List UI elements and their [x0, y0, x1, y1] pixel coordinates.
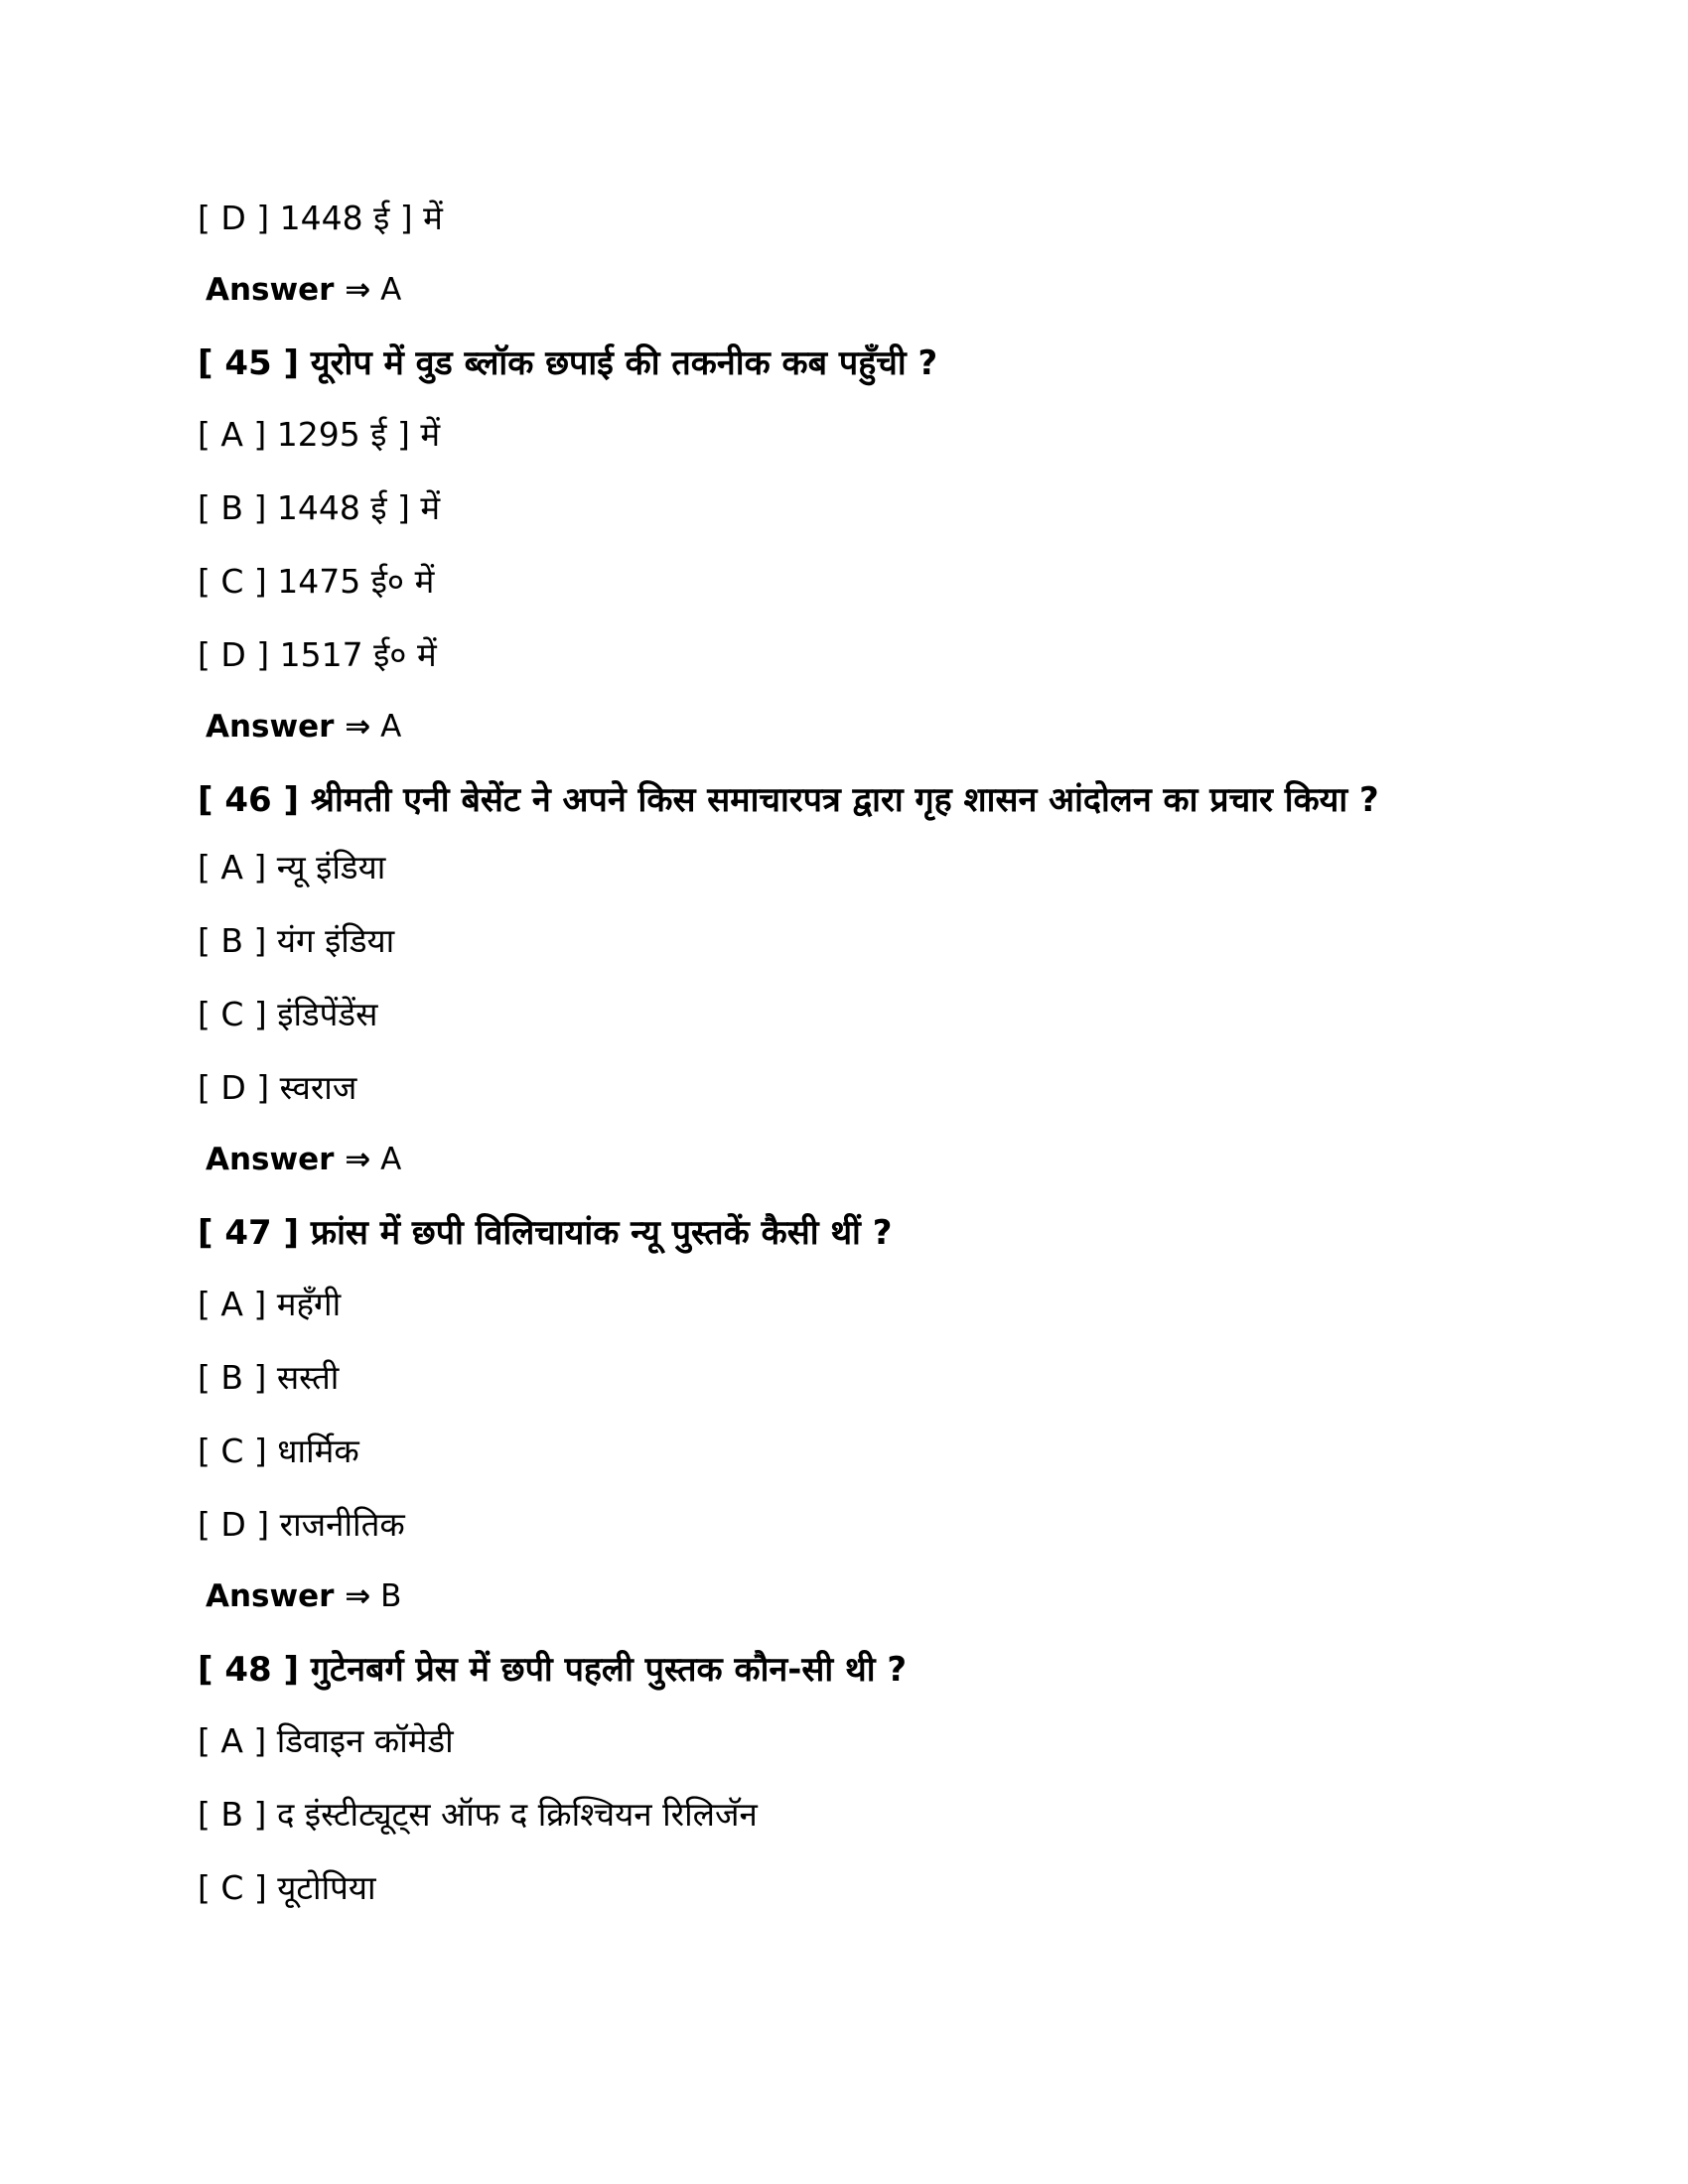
option-d: [ D ] स्वराज [198, 1068, 357, 1107]
answer-value: B [380, 1578, 402, 1614]
answer-value: A [380, 272, 402, 308]
answer-value: A [380, 709, 402, 745]
answer-label: Answer ⇒ [206, 1142, 371, 1177]
answer-line [198, 1140, 1488, 1179]
option-d: [ D ] 1517 ई० में [198, 635, 437, 674]
option-c: [ C ] यूटोपिया [198, 1868, 376, 1907]
option-b: [ B ] 1448 ई ] में [198, 488, 441, 527]
answer-line [198, 707, 1488, 747]
option-a: [ A ] 1295 ई ] में [198, 415, 441, 454]
option-c: [ C ] इंडिपेंडेंस [198, 995, 378, 1033]
option-a: [ A ] महँगी [198, 1285, 342, 1323]
option-a: [ A ] डिवाइन कॉमेडी [198, 1721, 454, 1760]
answer-line [198, 1576, 1488, 1616]
question-46: [ 46 ] श्रीमती एनी बेसेंट ने अपने किस समाचारपत्र द्वारा गृह शासन आंदोलन का प्रचार किया ? [198, 780, 1379, 820]
option-b: [ B ] सस्ती [198, 1358, 340, 1397]
answer-label: Answer ⇒ [206, 1578, 371, 1614]
option-d-previous: [ D ] 1448 ई ] में [198, 199, 443, 237]
option-b: [ B ] यंग इंडिया [198, 921, 395, 960]
answer-value: A [380, 1142, 402, 1177]
question-48: [ 48 ] गुटेनबर्ग प्रेस में छपी पहली पुस्तक कौन-सी थी ? [198, 1650, 908, 1690]
option-c: [ C ] धार्मिक [198, 1432, 359, 1470]
question-47: [ 47 ] फ्रांस में छपी विलिचायांक न्यू पुस्तकें कैसी थीं ? [198, 1213, 893, 1253]
answer-line [198, 270, 1488, 310]
answer-label: Answer ⇒ [206, 272, 371, 308]
option-b: [ B ] द इंस्टीट्यूट्स ऑफ द क्रिश्चियन रिलिजॅन [198, 1795, 758, 1834]
question-45: [ 45 ] यूरोप में वुड ब्लॉक छपाई की तकनीक कब पहुँची ? [198, 343, 938, 383]
option-a: [ A ] न्यू इंडिया [198, 848, 386, 887]
document-page [198, 197, 1488, 1940]
answer-label: Answer ⇒ [206, 709, 371, 745]
option-c: [ C ] 1475 ई० में [198, 562, 435, 601]
option-d: [ D ] राजनीतिक [198, 1505, 405, 1544]
